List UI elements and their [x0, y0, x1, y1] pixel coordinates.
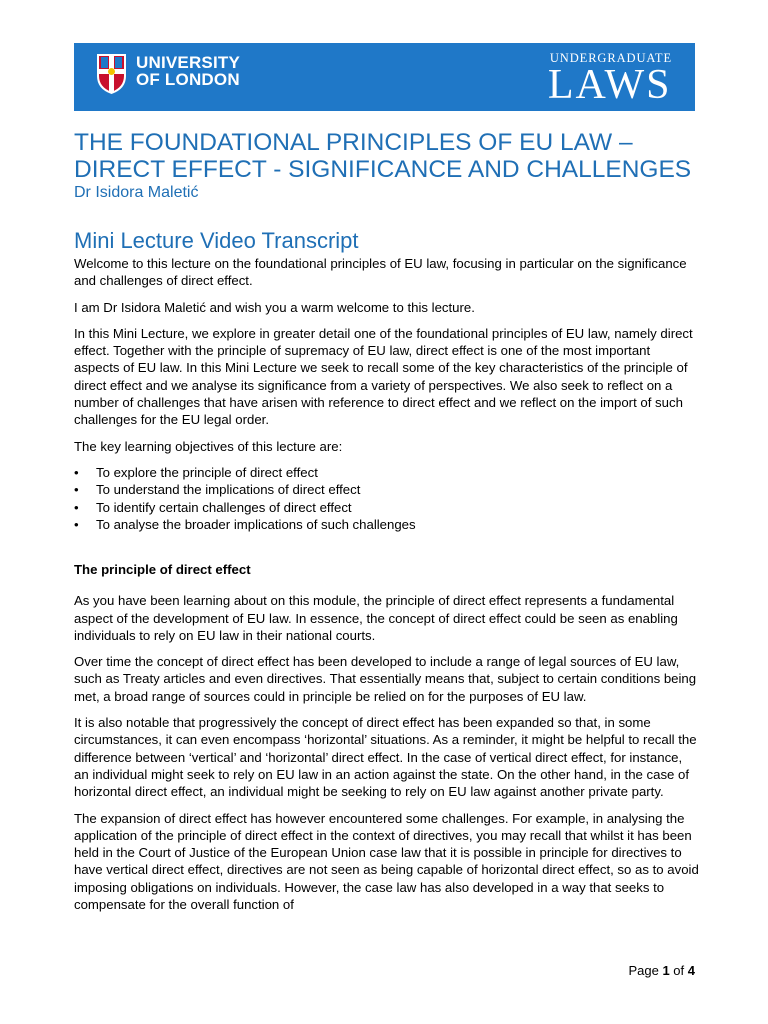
- title-line-1: THE FOUNDATIONAL PRINCIPLES OF EU LAW –: [74, 129, 633, 156]
- bullet-icon: •: [74, 464, 79, 480]
- document-body: [74, 255, 699, 922]
- list-item: • To identify certain challenges of direct effect: [74, 499, 352, 515]
- paragraph: As you have been learning about on this module, the principle of direct effect represents a fundamental aspect of the development of EU law. In essence, the concept of direct effect could be seen as enabling individuals to rely on EU law in their national courts.: [74, 593, 678, 643]
- program-logo: [547, 51, 672, 108]
- paragraph: It is also notable that progressively the concept of direct effect has been expanded so that, in some circumstances, it can even encompass ‘horizontal’ situations. As a reminder, it might be helpful to recall the difference between ‘vertical’ and ‘horizontal’ direct effect. In the case of vertical direct effect, for instance, an individual might seek to rely on EU law in an action against the state. On the other hand, in the case of horizontal direct effect, an individual might be seeking to rely on EU law against another private party.: [74, 715, 697, 800]
- program-subtitle: UNDERGRADUATE: [549, 51, 672, 65]
- bullet-icon: •: [74, 499, 79, 515]
- university-crest-icon: [95, 52, 128, 96]
- paragraph: I am Dr Isidora Maletić and wish you a warm welcome to this lecture.: [74, 299, 475, 315]
- paragraph: The key learning objectives of this lecture are:: [74, 438, 343, 454]
- paragraph: Over time the concept of direct effect has been developed to include a range of legal sources of EU law, such as Treaty articles and even directives. That essentially means that, subject to certain conditions being met, a broad range of sources could in principle be relied on for the purposes of EU law.: [74, 654, 697, 704]
- list-item: • To explore the principle of direct effect: [74, 464, 318, 480]
- author-name: Dr Isidora Maletić: [74, 184, 199, 201]
- paragraph: The expansion of direct effect has however encountered some challenges. For example, in analysing the application of the principle of direct effect in the context of directives, you may recall that whilst it has been held in the Court of Justice of the European Union case law that it is possible in principle for directives to have vertical direct effect, directives are not seen as being capable of horizontal direct effect, so as to avoid imposing obligations on individuals. However, the case law has also developed in a way that seeks to compensate for the overall function of: [74, 810, 699, 913]
- subheading: The principle of direct effect: [74, 561, 251, 577]
- title-line-2: DIRECT EFFECT - SIGNIFICANCE AND CHALLENGES: [74, 156, 692, 183]
- paragraph: Welcome to this lecture on the foundational principles of EU law, focusing in particular on the significance and challenges of direct effect.: [74, 256, 687, 289]
- document-title: [74, 129, 714, 183]
- list-item: • To analyse the broader implications of such challenges: [74, 517, 416, 533]
- header-banner: [74, 43, 695, 111]
- program-title: LAWS: [547, 62, 672, 108]
- paragraph: In this Mini Lecture, we explore in greater detail one of the foundational principles of EU law, namely direct effect. Together with the principle of supremacy of EU law, direct effect is one of the most important aspects of EU law. In this Mini Lecture we seek to recall some of the key characteristics of the principle of direct effect and we analyse its significance from a variety of perspectives. We also seek to reflect on a number of challenges that have arisen with reference to direct effect and we reflect on the import of such challenges for the EU legal order.: [74, 325, 693, 428]
- page-number: Page 1 of 4: [628, 963, 695, 978]
- list-item: • To understand the implications of direct effect: [74, 482, 361, 498]
- bullet-icon: •: [74, 517, 79, 533]
- bullet-icon: •: [74, 482, 79, 498]
- objectives-list: [74, 464, 699, 534]
- university-logo-text: UNIVERSITY OF LONDON: [136, 53, 241, 89]
- section-heading: Mini Lecture Video Transcript: [74, 228, 359, 253]
